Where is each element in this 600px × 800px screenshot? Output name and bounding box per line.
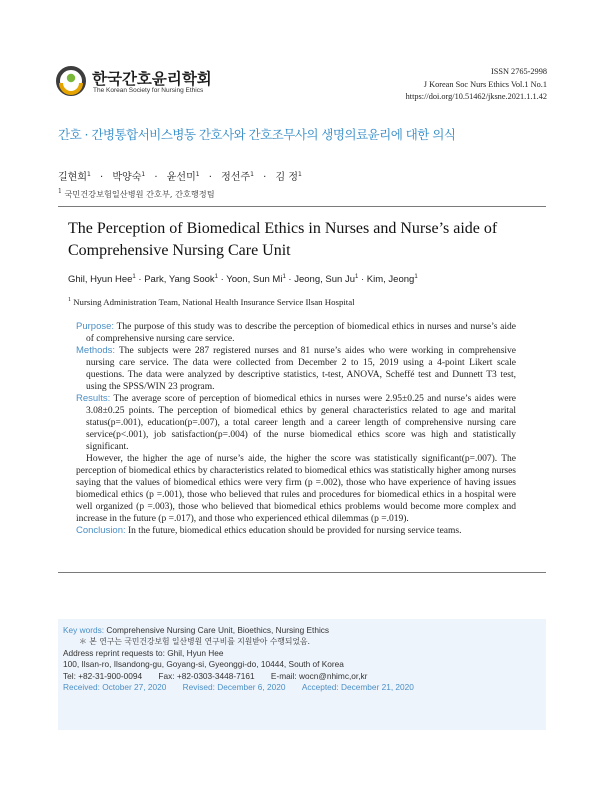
abstract-purpose: Purpose: The purpose of this study was to describe the perception of biomedical ethics in nurses and nurse’s aide of comprehensive nursing care service. (76, 321, 516, 344)
authors-korean: 길현희$^1$ · 박양숙$^1$ · 윤선미$^1$ · 정선주$^1$ · 김 정$^1$ (58, 171, 302, 183)
society-logo (56, 66, 356, 106)
received-date: Received: October 27, 2020 (63, 682, 167, 693)
society-name-en: The Korean Society for Nursing Ethics (93, 87, 204, 94)
abstract (76, 321, 516, 537)
journal-citation: J Korean Soc Nurs Ethics Vol.1 No.1 (423, 79, 547, 89)
author-ko: 박양숙 (112, 172, 142, 183)
author-ko: 윤선미 (166, 172, 196, 183)
doi-link[interactable]: https://doi.org/10.51462/jksne.2021.1.1.42 (405, 92, 547, 101)
journal-meta (406, 66, 547, 104)
author-separator: · (263, 172, 267, 183)
abstract-results: Results: The average score of perception of biomedical ethics in nurses were 2.95±0.25 and nurse’s aides were 3.08±0.25 points. The perception of biomedical ethics by general characteristics related to age and marital status(p=.001), education(p=.007), a total career length and a career length of comprehensive nursing care service(p<.001), job satisfaction(p=.004) of the nurse biomedical ethics score was high and statistically significant. (76, 393, 516, 452)
accepted-date: Accepted: December 21, 2020 (301, 682, 414, 693)
abstract-conclusion: Conclusion: In the future, biomedical ethics education should be provided for nursing service teams. (76, 525, 462, 536)
purpose-label: Purpose: (76, 321, 115, 332)
author-en: Yoon, Sun Mi (226, 274, 283, 285)
keywords: Key words: Comprehensive Nursing Care Unit, Bioethics, Nursing Ethics (63, 625, 330, 635)
society-name-ko: 한국간호윤리학회 (92, 70, 212, 88)
revised-date: Revised: December 6, 2020 (182, 682, 286, 693)
tel: Tel: +82-31-900-0094 (63, 670, 143, 681)
fax: Fax: +82-0303-3448-7161 (158, 670, 255, 681)
abstract-results-continued: However, the higher the age of nurse’s aide, the higher the score was statistically significant(p=.007). The perception of biomedical ethics by characteristics related to biomedical ethics was statistically higher among nurses saying that the values of biomedical ethics were very firm (p =.002), those who have experience of having issues biomedical ethics (p =.001), those who believed that rules and procedures for biomedical ethics in a hospital were well organized (p =.003), those who believed that biomedical ethics problems would become more complex and increase in the future (p =.017), and those who experienced ethical dilemmas (p =.019). (76, 454, 516, 524)
author-ko: 정선주 (221, 172, 251, 183)
divider (58, 572, 546, 573)
issn: ISSN 2765-2998 (490, 67, 547, 76)
author-separator: · (208, 172, 212, 183)
affiliation-english: $^1$ Nursing Administration Team, National Health Insurance Service Ilsan Hospital (68, 297, 355, 307)
author-en: Ghil, Hyun Hee (68, 274, 133, 285)
contact (63, 671, 543, 682)
affiliation-korean: $^1$ 국민건강보험일산병원 간호부, 간호행정팀 (58, 188, 215, 199)
author-separator: · (154, 172, 158, 183)
author-ko: 김 정 (275, 172, 298, 183)
title-english: The Perception of Biomedical Ethics in Nurses and Nurse’s aide of Comprehensive Nursing Care Unit (68, 220, 498, 259)
address: 100, Ilsan-ro, Ilsandong-gu, Goyang-si, Gyeonggi-do, 10444, South of Korea (63, 659, 344, 670)
author-en: Kim, Jeong (366, 274, 415, 285)
email[interactable]: E-mail: wocn@nhimc,or,kr (270, 670, 368, 681)
authors-english: Ghil, Hyun Hee$^1$ · Park, Yang Sook$^1$ · Yoon, Sun Mi$^1$ · Jeong, Sun Ju$^1$ · Kim, Jeong$^1$ (68, 274, 418, 285)
divider (58, 206, 546, 207)
conclusion-label: Conclusion: (76, 525, 126, 536)
author-ko: 길현희 (58, 172, 87, 183)
keywords-label: Key words: (63, 625, 105, 635)
methods-label: Methods: (76, 345, 116, 356)
dates (63, 682, 543, 693)
author-separator: · (100, 172, 104, 183)
results-label: Results: (76, 393, 111, 404)
title-korean: 간호 · 간병통합서비스병동 간호사와 간호조무사의 생명의료윤리에 대한 의식 (58, 127, 456, 142)
author-en: Park, Yang Sook (144, 274, 215, 285)
reprint-request: Address reprint requests to: Ghil, Hyun Hee (63, 647, 224, 658)
society-emblem-icon (56, 66, 86, 96)
abstract-methods: Methods: The subjects were 287 registered nurses and 81 nurse’s aides who were working in comprehensive nursing care service. The data were collected from December 2 to 15, 2019 using a 4-point Likert scale questions. The data were analyzed by descriptive statistics, t-test, ANOVA, Scheffé test and Dunnett T3 test, using the SPSS/WIN 23 program. (76, 345, 516, 392)
footer-info (63, 625, 543, 693)
author-en: Jeong, Sun Ju (294, 274, 355, 285)
funding-note: ＊ 본 연구는 국민건강보험 일산병원 연구비를 지원받아 수행되었음. (79, 637, 310, 647)
